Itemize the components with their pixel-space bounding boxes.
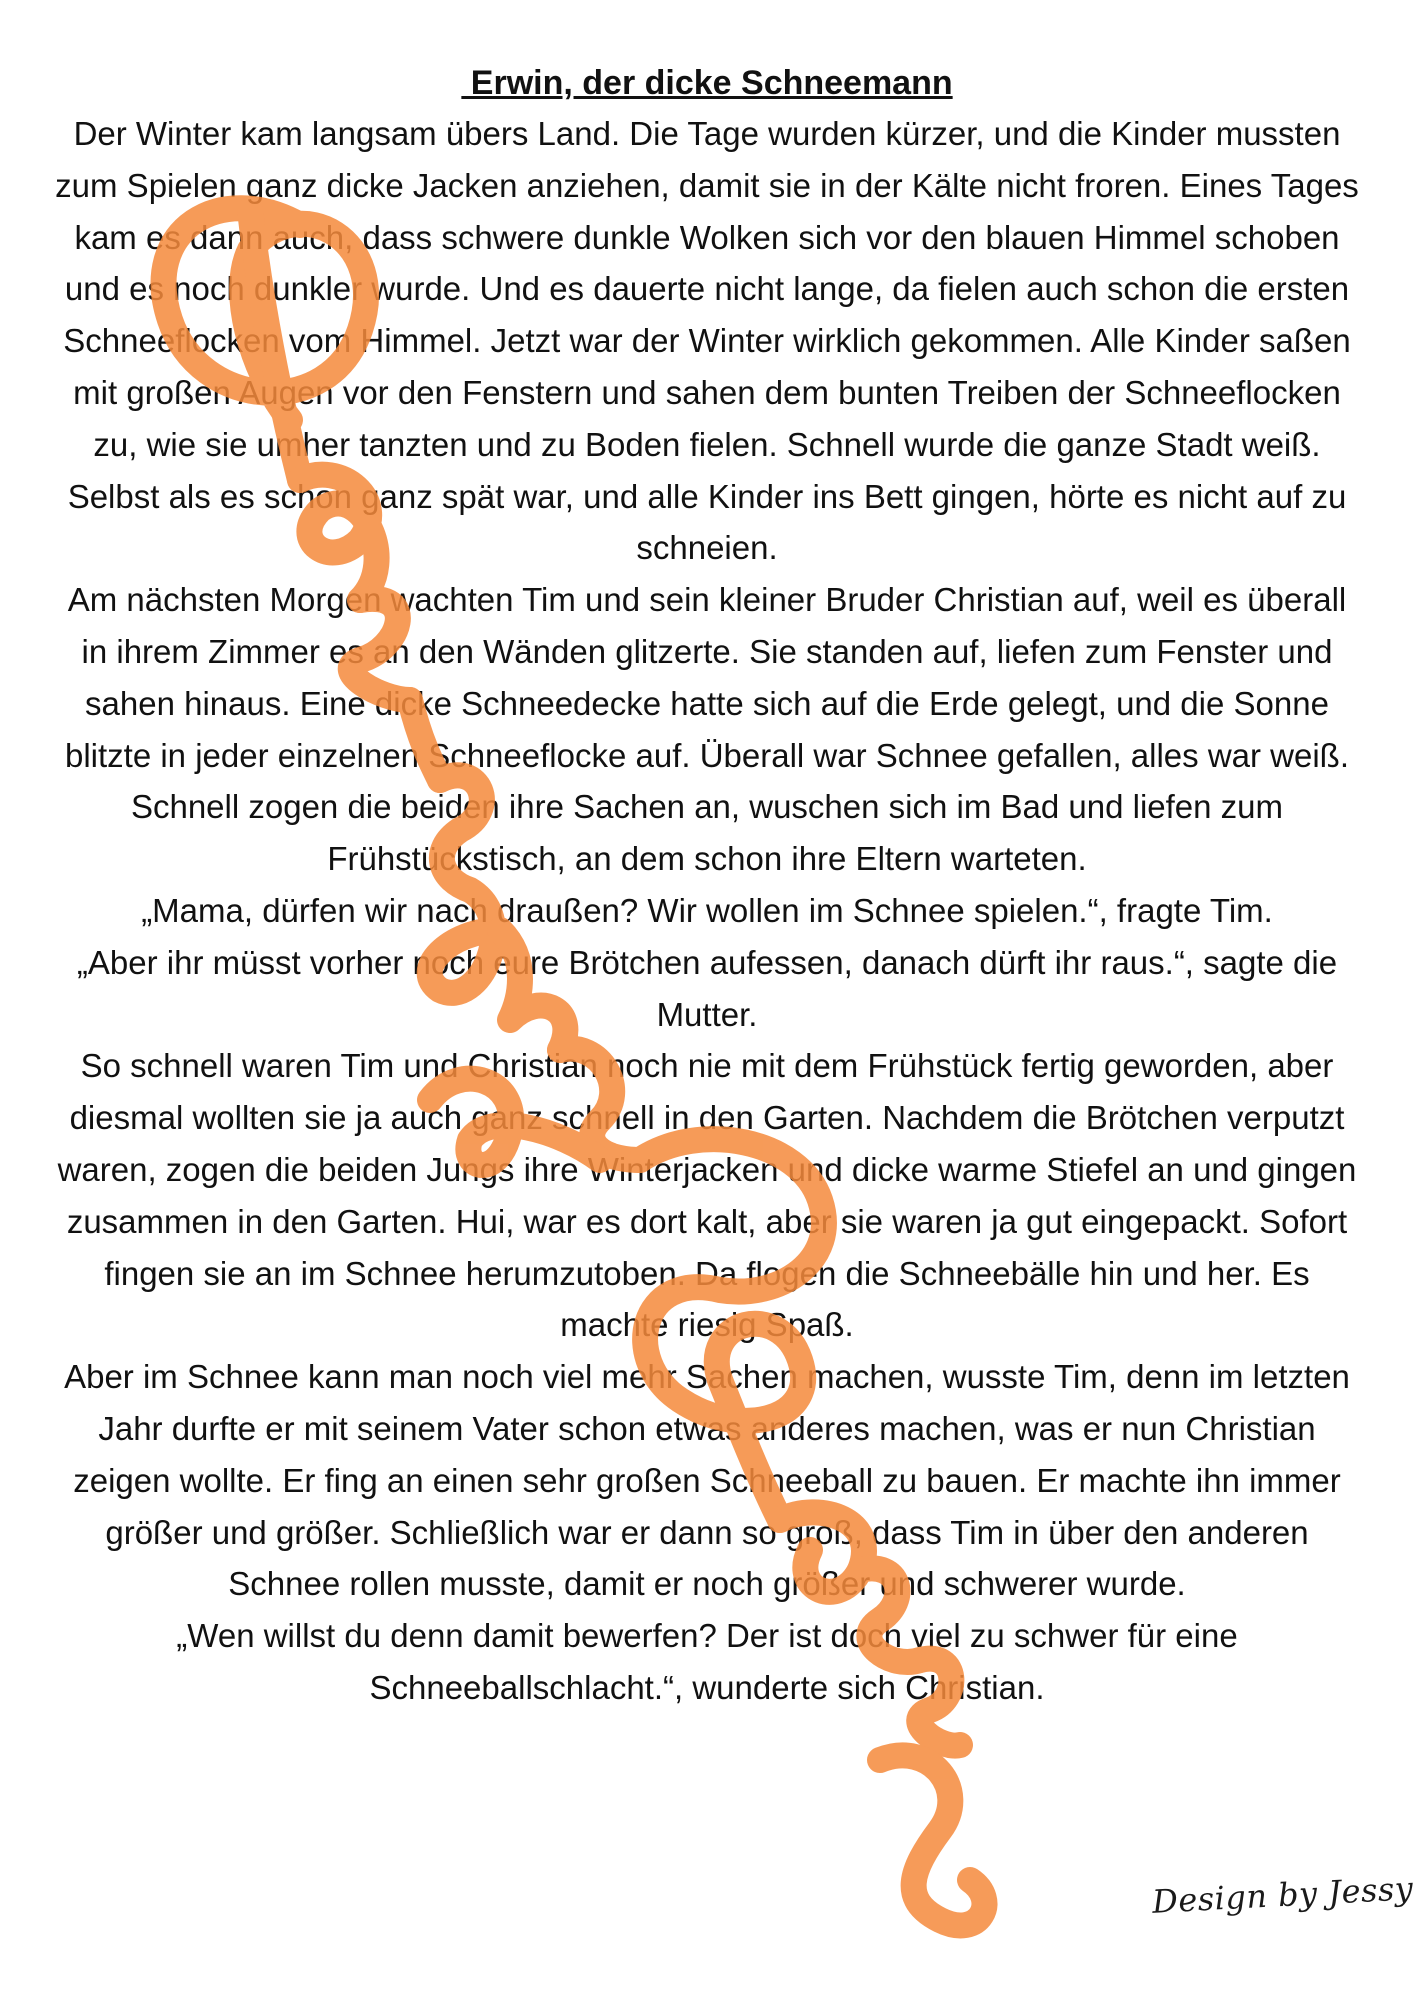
paragraph-5: So schnell waren Tim und Christian noch nie mit dem Frühstück fertig geworden, aber diesmal wollten sie ja auch ganz schnell in den Garten. Nachdem die Brötchen verputzt waren, zogen die beiden Jungs ihre Winterjacken und dicke warme Stiefel an und gingen zusammen in den Garten. Hui, war es dort kalt, aber sie waren ja gut eingepackt. Sofort fingen sie an im Schnee herumzutoben. Da flogen die Schneebälle hin und her. Es machte riesig Spaß. bbox=[57, 1047, 1357, 1344]
signature-text: Design by Jessy bbox=[1151, 1869, 1414, 1921]
paragraph-7: „Wen willst du denn damit bewerfen? Der ist doch viel zu schwer für eine Schneeballschlacht.“, wunderte sich Christian. bbox=[176, 1617, 1238, 1706]
story-title: Erwin, der dicke Schneemann bbox=[461, 64, 953, 102]
paragraph-1: Der Winter kam langsam übers Land. Die Tage wurden kürzer, und die Kinder mussten zum Spielen ganz dicke Jacken anziehen, damit sie in der Kälte nicht froren. Eines Tages kam es dann auch, dass schwere dunkle Wolken sich vor den blauen Himmel schoben und es noch dunkler wurde. Und es dauerte nicht lange, da fielen auch schon die ersten Schneeflocken vom Himmel. Jetzt war der Winter wirklich gekommen. Alle Kinder saßen mit großen Augen vor den Fenstern und sahen dem bunten Treiben der Schneeflocken zu, wie sie umher tanzten und zu Boden fielen. Schnell wurde die ganze Stadt weiß. Selbst als es schon ganz spät war, und alle Kinder ins Bett gingen, hörte es nicht auf zu schneien. bbox=[55, 115, 1359, 567]
paragraph-3: „Mama, dürfen wir nach draußen? Wir wollen im Schnee spielen.“, fragte Tim. bbox=[141, 891, 1273, 929]
paragraph-4: „Aber ihr müsst vorher noch eure Brötchen aufessen, danach dürft ihr raus.“, sagte die Mutter. bbox=[76, 943, 1338, 1033]
paragraph-6: Aber im Schnee kann man noch viel mehr Sachen machen, wusste Tim, denn im letzten Jahr durfte er mit seinem Vater schon etwas anderes machen, was er nun Christian zeigen wollte. Er fing an einen sehr großen Schneeball zu bauen. Er machte ihn immer größer und größer. Schließlich war er dann so groß, dass Tim in über den anderen Schnee rollen musste, damit er noch größer und schwerer wurde. bbox=[64, 1358, 1350, 1603]
paragraph-2: Am nächsten Morgen wachten Tim und sein kleiner Bruder Christian auf, weil es überall in ihrem Zimmer es an den Wänden glitzerte. Sie standen auf, liefen zum Fenster und sahen hinaus. Eine dicke Schneedecke hatte sich auf die Erde gelegt, und die Sonne blitzte in jeder einzelnen Schneeflocke auf. Überall war Schnee gefallen, alles war weiß. Schnell zogen die beiden ihre Sachen an, wuschen sich im Bad und liefen zum Frühstückstisch, an dem schon ihre Eltern warteten. bbox=[64, 581, 1350, 878]
story-text bbox=[55, 58, 1359, 1714]
